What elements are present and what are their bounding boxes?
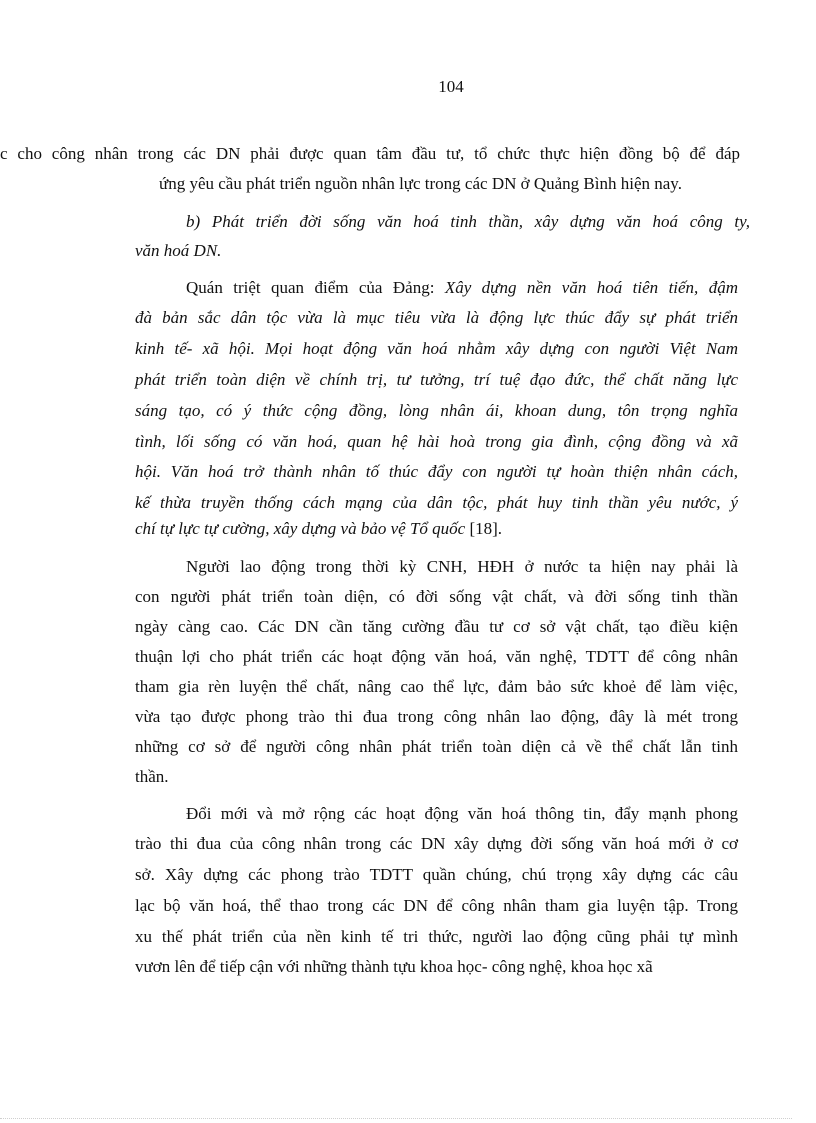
text-line: Người lao động trong thời kỳ CNH, HĐH ở nước ta hiện nay phải là: [186, 557, 738, 576]
text-line: sở. Xây dựng các phong trào TDTT quần chúng, chú trọng xây dựng các câu: [135, 865, 738, 884]
text-line: c cho công nhân trong các DN phải được quan tâm đầu tư, tổ chức thực hiện đồng bộ để đáp: [0, 144, 740, 163]
text-line: ngày càng cao. Các DN cần tăng cường đầu tư cơ sở vật chất, tạo điều kiện: [135, 617, 738, 636]
quote-span: chí tự lực tự cường, xây dựng và bảo vệ Tổ quốc: [135, 519, 466, 538]
quote-line: kinh tế- xã hội. Mọi hoạt động văn hoá nhằm xây dựng con người Việt Nam: [135, 339, 738, 358]
quote-line: đà bản sắc dân tộc vừa là mục tiêu vừa là động lực thúc đẩy sự phát triển: [135, 308, 738, 327]
text-line: trào thi đua của công nhân trong các DN xây dựng đời sống văn hoá mới ở cơ: [135, 834, 738, 853]
quote-line: sáng tạo, có ý thức cộng đồng, lòng nhân ái, khoan dung, tôn trọng nghĩa: [135, 401, 738, 420]
text-line: thần.: [135, 767, 169, 786]
text-line: ứng yêu cầu phát triển nguồn nhân lực trong các DN ở Quảng Bình hiện nay.: [159, 174, 682, 193]
text-line: con người phát triển toàn diện, có đời sống vật chất, và đời sống tinh thần: [135, 587, 738, 606]
quote-line: phát triển toàn diện về chính trị, tư tưởng, trí tuệ đạo đức, thể chất năng lực: [135, 370, 738, 389]
quote-line: kế thừa truyền thống cách mạng của dân tộc, phát huy tinh thần yêu nước, ý: [135, 493, 738, 512]
citation: [18].: [465, 519, 503, 538]
text-line: thuận lợi cho phát triển các hoạt động văn hoá, văn nghệ, TDTT để công nhân: [135, 647, 738, 666]
text-line: vươn lên để tiếp cận với những thành tựu khoa học- công nghệ, khoa học xã: [135, 957, 653, 976]
section-heading: văn hoá DN.: [135, 241, 222, 260]
text-line: vừa tạo được phong trào thi đua trong công nhân lao động, đây là mét trong: [135, 707, 738, 726]
page-number: 104: [438, 77, 464, 96]
page-bottom-rule: [0, 1118, 792, 1119]
quote-line: tình, lối sống có văn hoá, quan hệ hài hoà trong gia đình, cộng đồng và xã: [135, 432, 738, 451]
text-line: [135, 518, 502, 540]
text-line: lạc bộ văn hoá, thể thao trong các DN để công nhân tham gia luyện tập. Trong: [135, 896, 738, 915]
text-line: tham gia rèn luyện thể chất, nâng cao thể lực, đảm bảo sức khoẻ để làm việc,: [135, 677, 738, 696]
quote-span: Xây dựng nền văn hoá tiên tiến, đậm: [444, 278, 738, 297]
section-heading: b) Phát triển đời sống văn hoá tinh thần, xây dựng văn hoá công ty,: [186, 212, 750, 231]
text-line: [186, 277, 738, 299]
text-line: xu thế phát triển của nền kinh tế tri thức, người lao động cũng phải tự mình: [135, 927, 738, 946]
text-line: những cơ sở để người công nhân phát triển toàn diện cả về thể chất lẫn tinh: [135, 737, 738, 756]
quote-line: hội. Văn hoá trở thành nhân tố thúc đẩy con người tự hoàn thiện nhân cách,: [135, 462, 738, 481]
text-line: Đổi mới và mở rộng các hoạt động văn hoá thông tin, đẩy mạnh phong: [186, 804, 738, 823]
text-span: Quán triệt quan điểm của Đảng:: [186, 278, 445, 297]
